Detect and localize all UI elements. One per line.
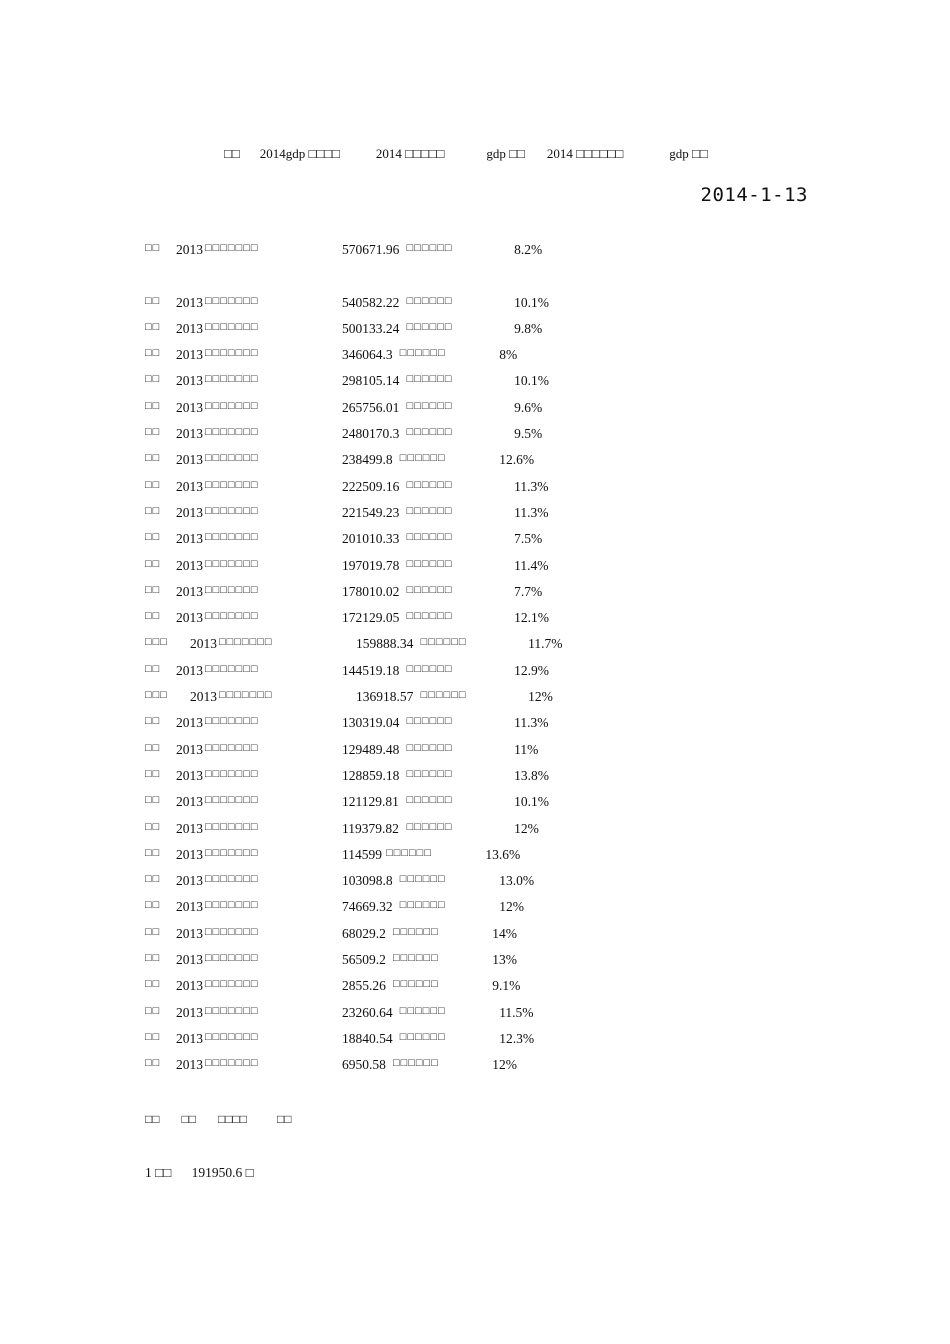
row-label: □□□□□□□ xyxy=(205,925,259,938)
gdp-unit: □□□□□□ xyxy=(420,689,467,702)
row-label: □□□□□□□ xyxy=(205,952,259,965)
year: 2013 xyxy=(176,715,203,731)
document-title xyxy=(224,146,708,162)
gdp-value: 136918.57 xyxy=(356,689,414,705)
year: 2013 xyxy=(190,689,217,705)
gdp-unit: □□□□□□ xyxy=(399,452,446,465)
row-label: □□□□□□□ xyxy=(205,504,259,517)
gdp-unit: □□□□□□ xyxy=(399,1004,446,1017)
year: 2013 xyxy=(176,820,203,836)
gdp-value: 121129.81 xyxy=(342,794,399,810)
row-label: □□□□□□□ xyxy=(205,1030,259,1043)
row-label: □□□□□□□ xyxy=(205,557,259,570)
gdp-unit: □□□□□□ xyxy=(406,557,453,570)
gdp-value: 103098.8 xyxy=(342,873,393,889)
province-name: □□ xyxy=(145,820,161,833)
gdp-value: 129489.48 xyxy=(342,741,400,757)
growth-rate: 12.9% xyxy=(514,662,549,678)
province-name: □□ xyxy=(145,952,161,965)
gdp-value: 144519.18 xyxy=(342,662,400,678)
year: 2013 xyxy=(176,478,203,494)
year: 2013 xyxy=(176,373,203,389)
year: 2013 xyxy=(176,952,203,968)
gdp-value: 114599 xyxy=(342,846,382,862)
gdp-unit: □□□□□□ xyxy=(406,504,453,517)
gdp-value: 6950.58 xyxy=(342,1057,386,1073)
gdp-value: 128859.18 xyxy=(342,767,400,783)
gdp-unit: □□□□□□ xyxy=(406,794,453,807)
province-name: □□ xyxy=(145,452,161,465)
gdp-unit: □□□□□□ xyxy=(406,715,453,728)
growth-rate: 8% xyxy=(499,347,518,363)
growth-rate: 10.1% xyxy=(514,294,549,310)
row-label: □□□□□□□ xyxy=(205,794,259,807)
province-name: □□ xyxy=(145,741,161,754)
province-name: □□ xyxy=(145,1030,161,1043)
title-part: 2014 □□□□□□ xyxy=(546,146,624,161)
row-label: □□□□□□□ xyxy=(205,846,259,859)
row-label: □□□□□□□ xyxy=(205,662,259,675)
gdp-unit: □□□□□□ xyxy=(406,610,453,623)
growth-rate: 11% xyxy=(514,741,539,757)
year: 2013 xyxy=(176,741,203,757)
gdp-value: 222509.16 xyxy=(342,478,400,494)
gdp-value: 68029.2 xyxy=(342,925,386,941)
row-label: □□□□□□□ xyxy=(205,373,259,386)
province-name: □□ xyxy=(145,794,161,807)
year: 2013 xyxy=(176,452,203,468)
growth-rate: 9.5% xyxy=(514,426,543,442)
gdp-unit: □□□□□□ xyxy=(406,583,453,596)
growth-rate: 11.3% xyxy=(514,504,549,520)
gdp-unit: □□□□□□ xyxy=(406,320,453,333)
growth-rate: 13.8% xyxy=(514,767,549,783)
province-name: □□ xyxy=(145,873,161,886)
province-name: □□ xyxy=(145,715,161,728)
gdp-unit: □□□□□□ xyxy=(406,767,453,780)
year: 2013 xyxy=(176,925,203,941)
gdp-unit: □□□□□□ xyxy=(386,846,432,859)
row-label: □□□□□□□ xyxy=(205,399,259,412)
gdp-unit: □□□□□□ xyxy=(392,952,439,965)
ranking-header-cell: □□ xyxy=(181,1112,196,1126)
province-name: □□ xyxy=(145,846,161,859)
year: 2013 xyxy=(176,873,203,889)
row-label: □□□□□□□ xyxy=(205,320,259,333)
title-part: 2014 □□□□□ xyxy=(375,146,445,161)
gdp-unit: □□□□□□ xyxy=(406,741,453,754)
row-label: □□□□□□□ xyxy=(205,242,259,254)
gdp-value: 540582.22 xyxy=(342,294,400,310)
row-label: □□□□□□□ xyxy=(205,531,259,544)
province-name: □□ xyxy=(145,373,161,386)
growth-rate: 9.1% xyxy=(492,978,521,994)
year: 2013 xyxy=(176,794,203,810)
growth-rate: 14% xyxy=(492,925,518,941)
gdp-value: 23260.64 xyxy=(342,1004,393,1020)
title-part: gdp □□ xyxy=(669,146,708,161)
growth-rate: 12.1% xyxy=(514,610,549,626)
gdp-unit: □□□□□□ xyxy=(406,478,453,491)
row-label: □□□□□□□ xyxy=(205,583,259,596)
gdp-value: 56509.2 xyxy=(342,952,386,968)
growth-rate: 13% xyxy=(492,952,518,968)
year: 2013 xyxy=(176,504,203,520)
gdp-unit: □□□□□□ xyxy=(399,873,446,886)
ranking-first-row: 1 □□ 191950.6 □ xyxy=(145,1165,254,1180)
row-label: □□□□□□□ xyxy=(205,1004,259,1017)
row-label: □□□□□□□ xyxy=(205,610,259,623)
year: 2013 xyxy=(176,426,203,442)
province-name: □□ xyxy=(145,899,161,912)
row-label: □□□□□□□ xyxy=(219,636,273,649)
province-name: □□ xyxy=(145,978,161,991)
growth-rate: 7.5% xyxy=(514,531,543,547)
gdp-value: 265756.01 xyxy=(342,399,400,415)
year: 2013 xyxy=(176,846,203,862)
ranking-header-cell: □□ xyxy=(145,1112,160,1126)
year: 2013 xyxy=(176,1057,203,1073)
row-label: □□□□□□□ xyxy=(205,899,259,912)
province-name: □□ xyxy=(145,399,161,412)
gdp-value: 197019.78 xyxy=(342,557,400,573)
year: 2013 xyxy=(176,610,203,626)
growth-rate: 12.3% xyxy=(499,1030,535,1046)
ranking-header-cell: □□ xyxy=(277,1112,292,1126)
row-label: □□□□□□□ xyxy=(205,715,259,728)
growth-rate: 12% xyxy=(514,820,539,836)
province-name: □□ xyxy=(145,320,161,333)
province-name: □□ xyxy=(145,925,161,938)
gdp-unit: □□□□□□ xyxy=(399,899,446,912)
gdp-unit: □□□□□□ xyxy=(392,925,439,938)
growth-rate: 11.4% xyxy=(514,557,549,573)
gdp-value: 221549.23 xyxy=(342,504,400,520)
gdp-unit: □□□□□□ xyxy=(392,1057,439,1070)
province-name: □□ xyxy=(145,294,161,307)
province-name: □□ xyxy=(145,610,161,623)
row-label: □□□□□□□ xyxy=(205,426,259,439)
growth-rate: 9.6% xyxy=(514,399,543,415)
growth-rate: 10.1% xyxy=(514,794,549,810)
growth-rate: 12% xyxy=(492,1057,518,1073)
gdp-value: 74669.32 xyxy=(342,899,393,915)
gdp-unit: □□□□□□ xyxy=(406,531,453,544)
growth-rate: 12.6% xyxy=(499,452,535,468)
row-label: □□□□□□□ xyxy=(205,1057,259,1070)
gdp-unit: □□□□□□ xyxy=(406,426,453,439)
row-label: □□□□□□□ xyxy=(205,873,259,886)
row-label: □□□□□□□ xyxy=(205,820,259,833)
row-label: □□□□□□□ xyxy=(205,347,259,360)
province-name: □□ xyxy=(145,242,161,254)
gdp-value: 570671.96 xyxy=(342,242,400,257)
province-name: □□ xyxy=(145,583,161,596)
year: 2013 xyxy=(176,662,203,678)
year: 2013 xyxy=(176,978,203,994)
gdp-value: 178010.02 xyxy=(342,583,400,599)
year: 2013 xyxy=(176,320,203,336)
gdp-unit: □□□□□□ xyxy=(399,347,446,360)
growth-rate: 8.2% xyxy=(514,242,543,257)
row-label: □□□□□□□ xyxy=(219,689,273,702)
gdp-value: 119379.82 xyxy=(342,820,399,836)
gdp-unit: □□□□□□ xyxy=(406,399,453,412)
province-name: □□ xyxy=(145,478,161,491)
row-label: □□□□□□□ xyxy=(205,478,259,491)
province-name: □□ xyxy=(145,1057,161,1070)
document-date: 2014-1-13 xyxy=(700,184,808,206)
gdp-value: 159888.34 xyxy=(356,636,414,652)
province-name: □□ xyxy=(145,1004,161,1017)
growth-rate: 11.3% xyxy=(514,715,549,731)
gdp-value: 2480170.3 xyxy=(342,426,400,442)
gdp-unit: □□□□□□ xyxy=(399,1030,446,1043)
province-name: □□ xyxy=(145,767,161,780)
gdp-value: 238499.8 xyxy=(342,452,393,468)
year: 2013 xyxy=(176,899,203,915)
growth-rate: 9.8% xyxy=(514,320,543,336)
gdp-value: 346064.3 xyxy=(342,347,393,363)
province-name: □□ xyxy=(145,347,161,360)
province-name: □□□ xyxy=(145,689,168,702)
growth-rate: 11.3% xyxy=(514,478,549,494)
gdp-unit: □□□□□□ xyxy=(406,242,453,254)
row-label: □□□□□□□ xyxy=(205,452,259,465)
growth-rate: 12% xyxy=(528,689,553,705)
year: 2013 xyxy=(176,399,203,415)
growth-rate: 13.6% xyxy=(485,846,521,862)
gdp-value: 500133.24 xyxy=(342,320,400,336)
province-name: □□□ xyxy=(145,636,168,649)
title-part: □□ xyxy=(224,146,240,161)
title-part: 2014gdp □□□□ xyxy=(259,146,340,161)
gdp-unit: □□□□□□ xyxy=(406,373,453,386)
row-label: □□□□□□□ xyxy=(205,294,259,307)
province-name: □□ xyxy=(145,426,161,439)
province-name: □□ xyxy=(145,557,161,570)
province-name: □□ xyxy=(145,531,161,544)
year: 2013 xyxy=(176,531,203,547)
row-label: □□□□□□□ xyxy=(205,741,259,754)
gdp-value: 2855.26 xyxy=(342,978,386,994)
growth-rate: 7.7% xyxy=(514,583,543,599)
gdp-unit: □□□□□□ xyxy=(406,294,453,307)
growth-rate: 13.0% xyxy=(499,873,535,889)
gdp-value: 18840.54 xyxy=(342,1030,393,1046)
ranking-header xyxy=(145,1112,292,1127)
year: 2013 xyxy=(176,242,203,257)
year: 2013 xyxy=(176,1004,203,1020)
gdp-unit: □□□□□□ xyxy=(420,636,467,649)
growth-rate: 11.5% xyxy=(499,1004,534,1020)
growth-rate: 11.7% xyxy=(528,636,563,652)
province-name: □□ xyxy=(145,662,161,675)
gdp-unit: □□□□□□ xyxy=(392,978,439,991)
year: 2013 xyxy=(176,557,203,573)
year: 2013 xyxy=(176,1030,203,1046)
year: 2013 xyxy=(176,294,203,310)
title-part: gdp □□ xyxy=(486,146,525,161)
gdp-value: 130319.04 xyxy=(342,715,400,731)
ranking-header-cell: □□□□ xyxy=(218,1112,247,1126)
growth-rate: 12% xyxy=(499,899,524,915)
province-name: □□ xyxy=(145,504,161,517)
gdp-unit: □□□□□□ xyxy=(406,662,453,675)
year: 2013 xyxy=(190,636,217,652)
gdp-value: 298105.14 xyxy=(342,373,400,389)
year: 2013 xyxy=(176,767,203,783)
growth-rate: 10.1% xyxy=(514,373,549,389)
year: 2013 xyxy=(176,347,203,363)
year: 2013 xyxy=(176,583,203,599)
gdp-value: 201010.33 xyxy=(342,531,400,547)
gdp-value: 172129.05 xyxy=(342,610,400,626)
row-label: □□□□□□□ xyxy=(205,767,259,780)
row-label: □□□□□□□ xyxy=(205,978,259,991)
gdp-unit: □□□□□□ xyxy=(406,820,453,833)
